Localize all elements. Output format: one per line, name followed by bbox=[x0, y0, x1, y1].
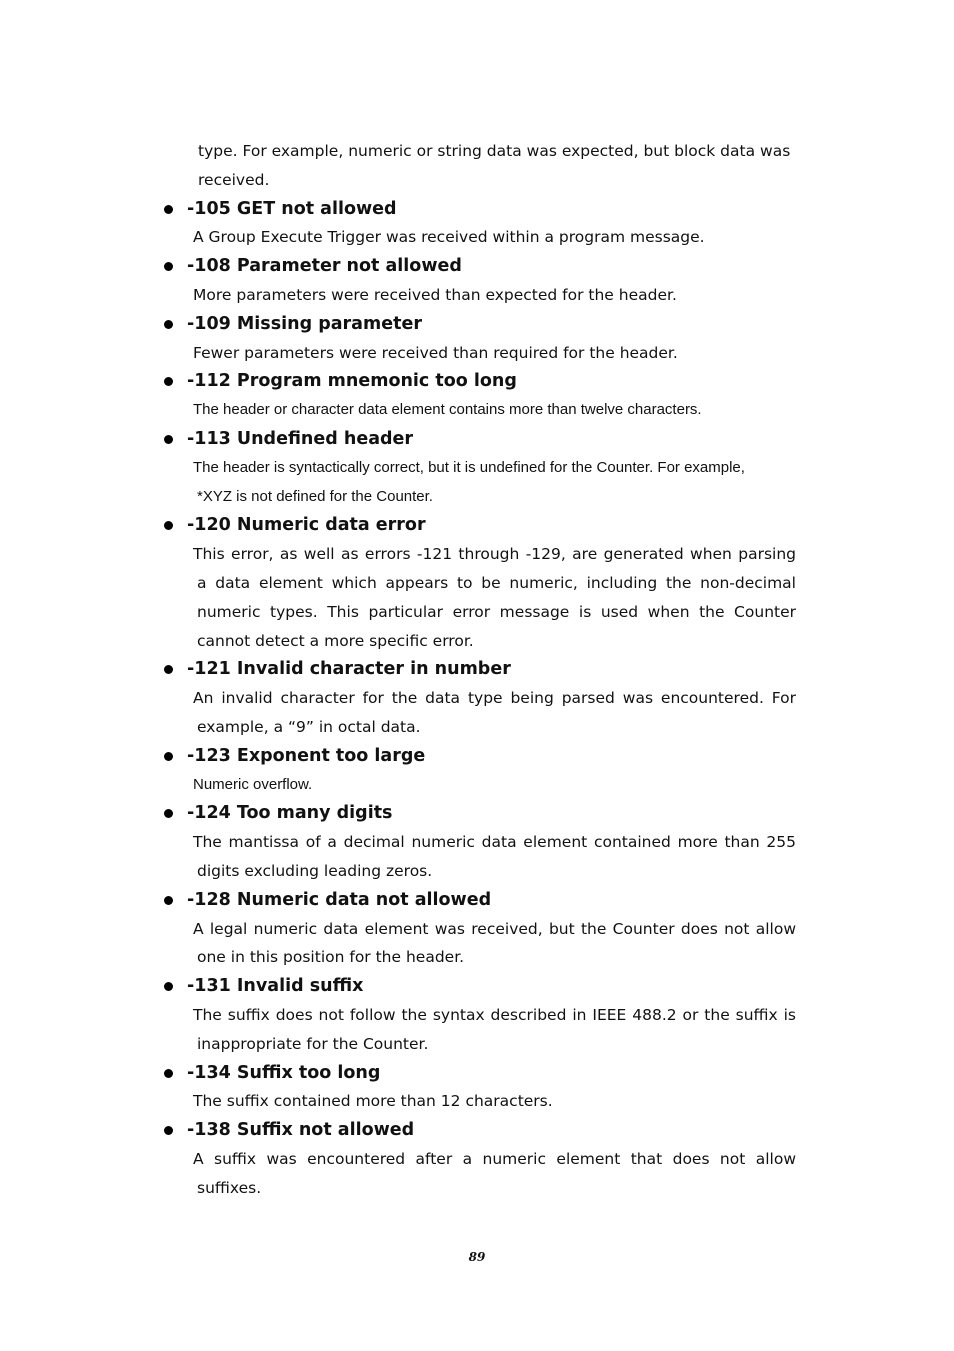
lead-line: type. For example, numeric or string data was expected, but block data was bbox=[198, 142, 791, 160]
bullet-icon bbox=[164, 320, 173, 329]
bullet-icon bbox=[164, 377, 173, 386]
error-description: a data element which appears to be numeric, including the non-decimal bbox=[197, 573, 796, 592]
error-description: A Group Execute Trigger was received within a program message. bbox=[193, 228, 705, 247]
error-description: The suffix does not follow the syntax described in IEEE 488.2 or the suffix is bbox=[193, 1005, 796, 1024]
error-title: -109 Missing parameter bbox=[187, 313, 422, 334]
error-description: Fewer parameters were received than required for the header. bbox=[193, 343, 678, 362]
error-title: -134 Suffix too long bbox=[187, 1062, 381, 1083]
error-description: A legal numeric data element was received, but the Counter does not allow bbox=[193, 919, 796, 938]
error-title: -123 Exponent too large bbox=[187, 745, 426, 766]
bullet-icon bbox=[164, 665, 173, 674]
error-description: one in this position for the header. bbox=[197, 948, 465, 967]
error-description: suffixes. bbox=[197, 1178, 262, 1197]
error-item bbox=[158, 310, 798, 368]
error-item bbox=[158, 1059, 798, 1117]
error-item bbox=[158, 742, 798, 800]
error-item bbox=[158, 425, 798, 511]
error-description: The header is syntactically correct, but it is undefined for the Counter. For example, bbox=[193, 458, 745, 476]
error-title: -128 Numeric data not allowed bbox=[187, 889, 492, 910]
error-description: inappropriate for the Counter. bbox=[197, 1034, 429, 1053]
error-title: -112 Program mnemonic too long bbox=[187, 371, 517, 392]
error-item bbox=[158, 195, 798, 253]
error-description: The suffix contained more than 12 characters. bbox=[193, 1092, 553, 1111]
error-item bbox=[158, 655, 798, 741]
error-description: example, a “9” in octal data. bbox=[197, 717, 421, 736]
bullet-icon bbox=[164, 435, 173, 444]
bullet-icon bbox=[164, 205, 173, 214]
error-description: The mantissa of a decimal numeric data element contained more than 255 bbox=[193, 833, 796, 852]
bullet-icon bbox=[164, 982, 173, 991]
error-title: -108 Parameter not allowed bbox=[187, 256, 462, 277]
error-title: -124 Too many digits bbox=[187, 803, 393, 824]
bullet-icon bbox=[164, 1126, 173, 1135]
lead-line: received. bbox=[198, 170, 270, 189]
error-description: The header or character data element contains more than twelve characters. bbox=[193, 401, 702, 419]
error-title: -138 Suffix not allowed bbox=[187, 1120, 415, 1141]
error-title: -120 Numeric data error bbox=[187, 515, 426, 536]
error-item bbox=[158, 886, 798, 972]
error-title: -121 Invalid character in number bbox=[187, 659, 511, 680]
error-item bbox=[158, 1116, 798, 1202]
lead-paragraph bbox=[198, 137, 796, 195]
error-description: More parameters were received than expected for the header. bbox=[193, 285, 677, 304]
error-title: -131 Invalid suffix bbox=[187, 976, 364, 997]
bullet-icon bbox=[164, 896, 173, 905]
error-description: This error, as well as errors -121 through -129, are generated when parsing bbox=[193, 545, 796, 564]
bullet-icon bbox=[164, 1069, 173, 1078]
error-description: numeric types. This particular error message is used when the Counter bbox=[197, 602, 796, 621]
bullet-icon bbox=[164, 752, 173, 761]
error-item bbox=[158, 511, 798, 655]
error-description: A suffix was encountered after a numeric element that does not allow bbox=[193, 1149, 796, 1168]
error-item bbox=[158, 252, 798, 310]
page-content bbox=[158, 137, 798, 1202]
error-title: -113 Undefined header bbox=[187, 428, 414, 449]
error-description: An invalid character for the data type being parsed was encountered. For bbox=[193, 689, 796, 708]
error-title: -105 GET not allowed bbox=[187, 198, 397, 219]
error-description: *XYZ is not defined for the Counter. bbox=[197, 487, 433, 505]
error-description: Numeric overflow. bbox=[193, 775, 313, 793]
page-number: 89 bbox=[468, 1250, 486, 1264]
bullet-icon bbox=[164, 521, 173, 530]
bullet-icon bbox=[164, 809, 173, 818]
error-description: digits excluding leading zeros. bbox=[197, 861, 433, 880]
bullet-icon bbox=[164, 262, 173, 271]
error-item bbox=[158, 972, 798, 1058]
error-item bbox=[158, 367, 798, 425]
error-item bbox=[158, 799, 798, 885]
error-description: cannot detect a more specific error. bbox=[197, 631, 474, 650]
